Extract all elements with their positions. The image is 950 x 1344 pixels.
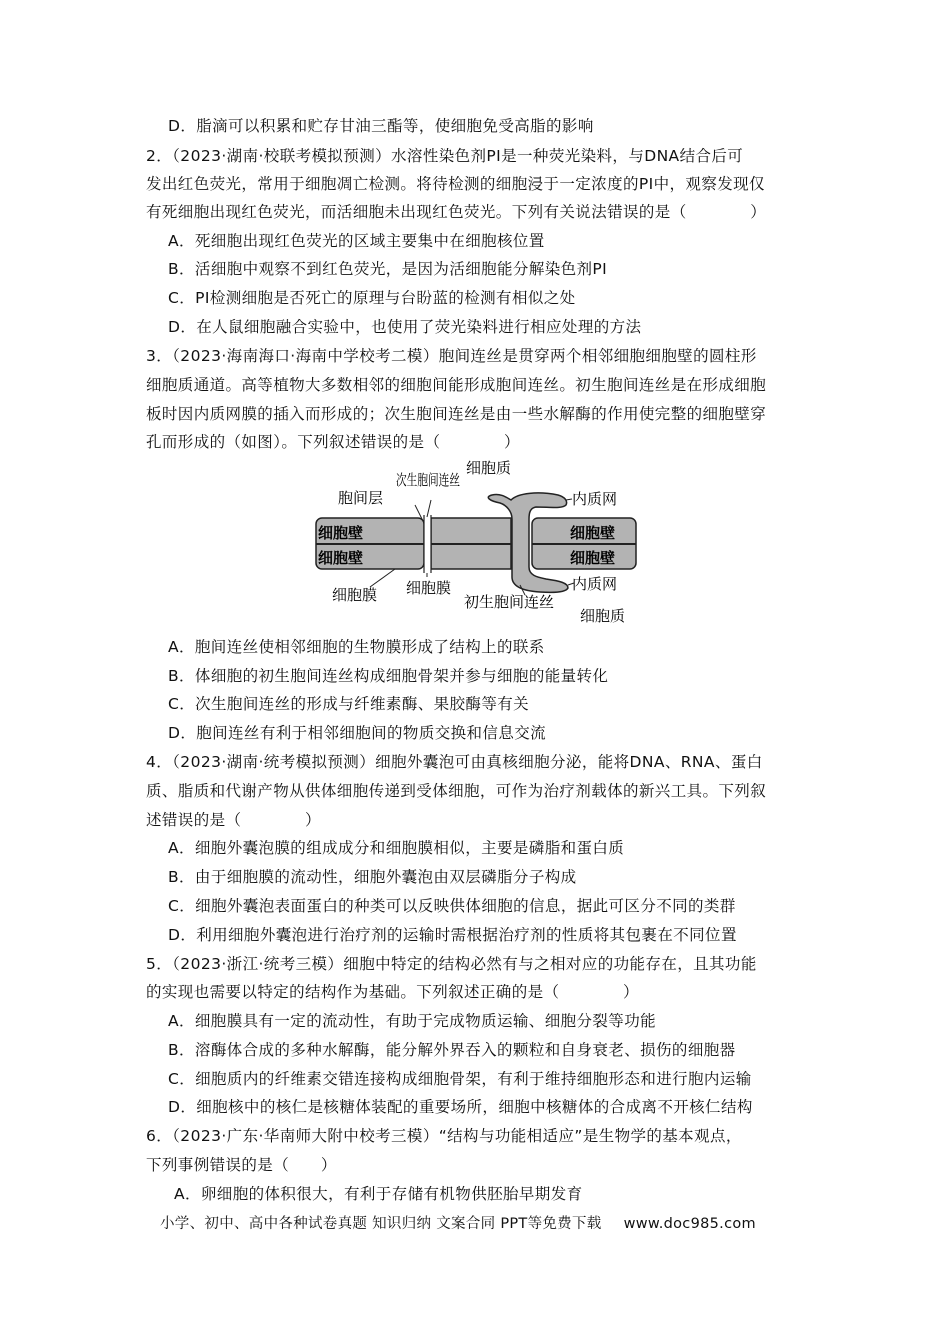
label-membrane-left: 细胞膜 — [332, 586, 378, 604]
option-4d: D．利用细胞外囊泡进行治疗剂的运输时需根据治疗剂的性质将其包裹在不同位置 — [168, 926, 737, 944]
question-4-line-2: 质、脂质和代谢产物从供体细胞传递到受体细胞，可作为治疗剂载体的新兴工具。下列叙 — [146, 782, 767, 800]
option-5c: C．细胞质内的纤维素交错连接构成细胞骨架，有利于维持细胞形态和进行胞内运输 — [168, 1070, 752, 1088]
question-2-line-2: 发出红色荧光，常用于细胞凋亡检测。将待检测的细胞浸于一定浓度的PI中，观察发现仅 — [146, 175, 765, 193]
question-3-line-1: 3．（2023·海南海口·海南中学校考二模）胞间连丝是贯穿两个相邻细胞细胞壁的圆柱形 — [146, 347, 757, 365]
option-5b: B．溶酶体合成的多种水解酶，能分解外界吞入的颗粒和自身衰老、损伤的细胞器 — [168, 1041, 736, 1059]
footer-url-link[interactable]: www.doc985.com — [623, 1216, 756, 1232]
option-2d: D．在人鼠细胞融合实验中，也使用了荧光染料进行相应处理的方法 — [168, 318, 642, 336]
option-4a: A．细胞外囊泡膜的组成成分和细胞膜相似，主要是磷脂和蛋白质 — [168, 839, 625, 857]
option-1d: D．脂滴可以积累和贮存甘油三酯等，使细胞免受高脂的影响 — [168, 117, 594, 135]
label-er-top: 内质网 — [572, 490, 618, 508]
question-6-line-1: 6．（2023·广东·华南师大附中校考三模）“结构与功能相适应”是生物学的基本观点， — [146, 1127, 742, 1145]
question-3-line-3: 板时因内质网膜的插入而形成的；次生胞间连丝是由一些水解酶的作用使完整的细胞壁穿 — [146, 405, 767, 423]
secondary-plasmodesma-channel — [424, 515, 431, 573]
option-2a: A．死细胞出现红色荧光的区域主要集中在细胞核位置 — [168, 232, 545, 250]
label-cytoplasm-bottom: 细胞质 — [580, 607, 626, 625]
option-3c: C．次生胞间连丝的形成与纤维素酶、果胶酶等有关 — [168, 695, 530, 713]
question-3-line-2: 细胞质通道。高等植物大多数相邻的细胞间能形成胞间连丝。初生胞间连丝是在形成细胞 — [146, 376, 767, 394]
question-5-line-1: 5．（2023·浙江·统考三模）细胞中特定的结构必然有与之相对应的功能存在，且其功能 — [146, 955, 757, 973]
option-5d: D．细胞核中的核仁是核糖体装配的重要场所，细胞中核糖体的合成离不开核仁结构 — [168, 1098, 753, 1116]
label-er-bottom: 内质网 — [572, 575, 618, 593]
question-4-line-1: 4．（2023·湖南·统考模拟预测）细胞外囊泡可由真核细胞分泌，能将DNA、RNA、蛋白 — [146, 753, 763, 771]
option-2c: C．PI检测细胞是否死亡的原理与台盼蓝的检测有相似之处 — [168, 289, 576, 307]
label-cell-wall-right-bottom: 细胞壁 — [570, 549, 616, 567]
option-5a: A．细胞膜具有一定的流动性，有助于完成物质运输、细胞分裂等功能 — [168, 1012, 657, 1030]
plasmodesmata-figure — [310, 455, 640, 627]
label-cell-wall-left-top: 细胞壁 — [318, 524, 364, 542]
label-cytoplasm-top: 细胞质 — [466, 459, 512, 477]
question-5-line-2: 的实现也需要以特定的结构作为基础。下列叙述正确的是（ ） — [146, 983, 639, 1001]
footer-text: 小学、初中、高中各种试卷真题 知识归纳 文案合同 PPT等免费下载 — [160, 1216, 602, 1232]
label-cell-wall-left-bottom: 细胞壁 — [318, 549, 364, 567]
question-6-line-2: 下列事例错误的是（ ） — [146, 1156, 337, 1174]
option-3b: B．体细胞的初生胞间连丝构成细胞骨架并参与细胞的能量转化 — [168, 667, 609, 685]
label-secondary-plasmodesma: 次生胞间连丝 — [396, 471, 460, 489]
option-3d: D．胞间连丝有利于相邻细胞间的物质交换和信息交流 — [168, 724, 547, 742]
label-primary-plasmodesma: 初生胞间连丝 — [464, 593, 555, 611]
question-4-line-3: 述错误的是（ ） — [146, 811, 321, 829]
option-3a: A．胞间连丝使相邻细胞的生物膜形成了结构上的联系 — [168, 638, 545, 656]
label-cell-wall-right-top: 细胞壁 — [570, 524, 616, 542]
label-membrane-center: 细胞膜 — [406, 579, 452, 597]
option-2b: B．活细胞中观察不到红色荧光，是因为活细胞能分解染色剂PI — [168, 260, 608, 278]
label-middle-lamella: 胞间层 — [338, 489, 384, 507]
option-4b: B．由于细胞膜的流动性，细胞外囊泡由双层磷脂分子构成 — [168, 868, 577, 886]
question-2-line-3: 有死细胞出现红色荧光，而活细胞未出现红色荧光。下列有关说法错误的是（ ） — [146, 203, 767, 221]
question-2-line-1: 2．（2023·湖南·校联考模拟预测）水溶性染色剂PI是一种荧光染料，与DNA结合后可 — [146, 147, 744, 165]
question-3-line-4: 孔而形成的（如图）。下列叙述错误的是（ ） — [146, 433, 520, 451]
option-6a: A．卵细胞的体积很大，有利于存储有机物供胚胎早期发育 — [174, 1185, 583, 1203]
option-4c: C．细胞外囊泡表面蛋白的种类可以反映供体细胞的信息，据此可区分不同的类群 — [168, 897, 736, 915]
footer — [160, 1212, 756, 1233]
